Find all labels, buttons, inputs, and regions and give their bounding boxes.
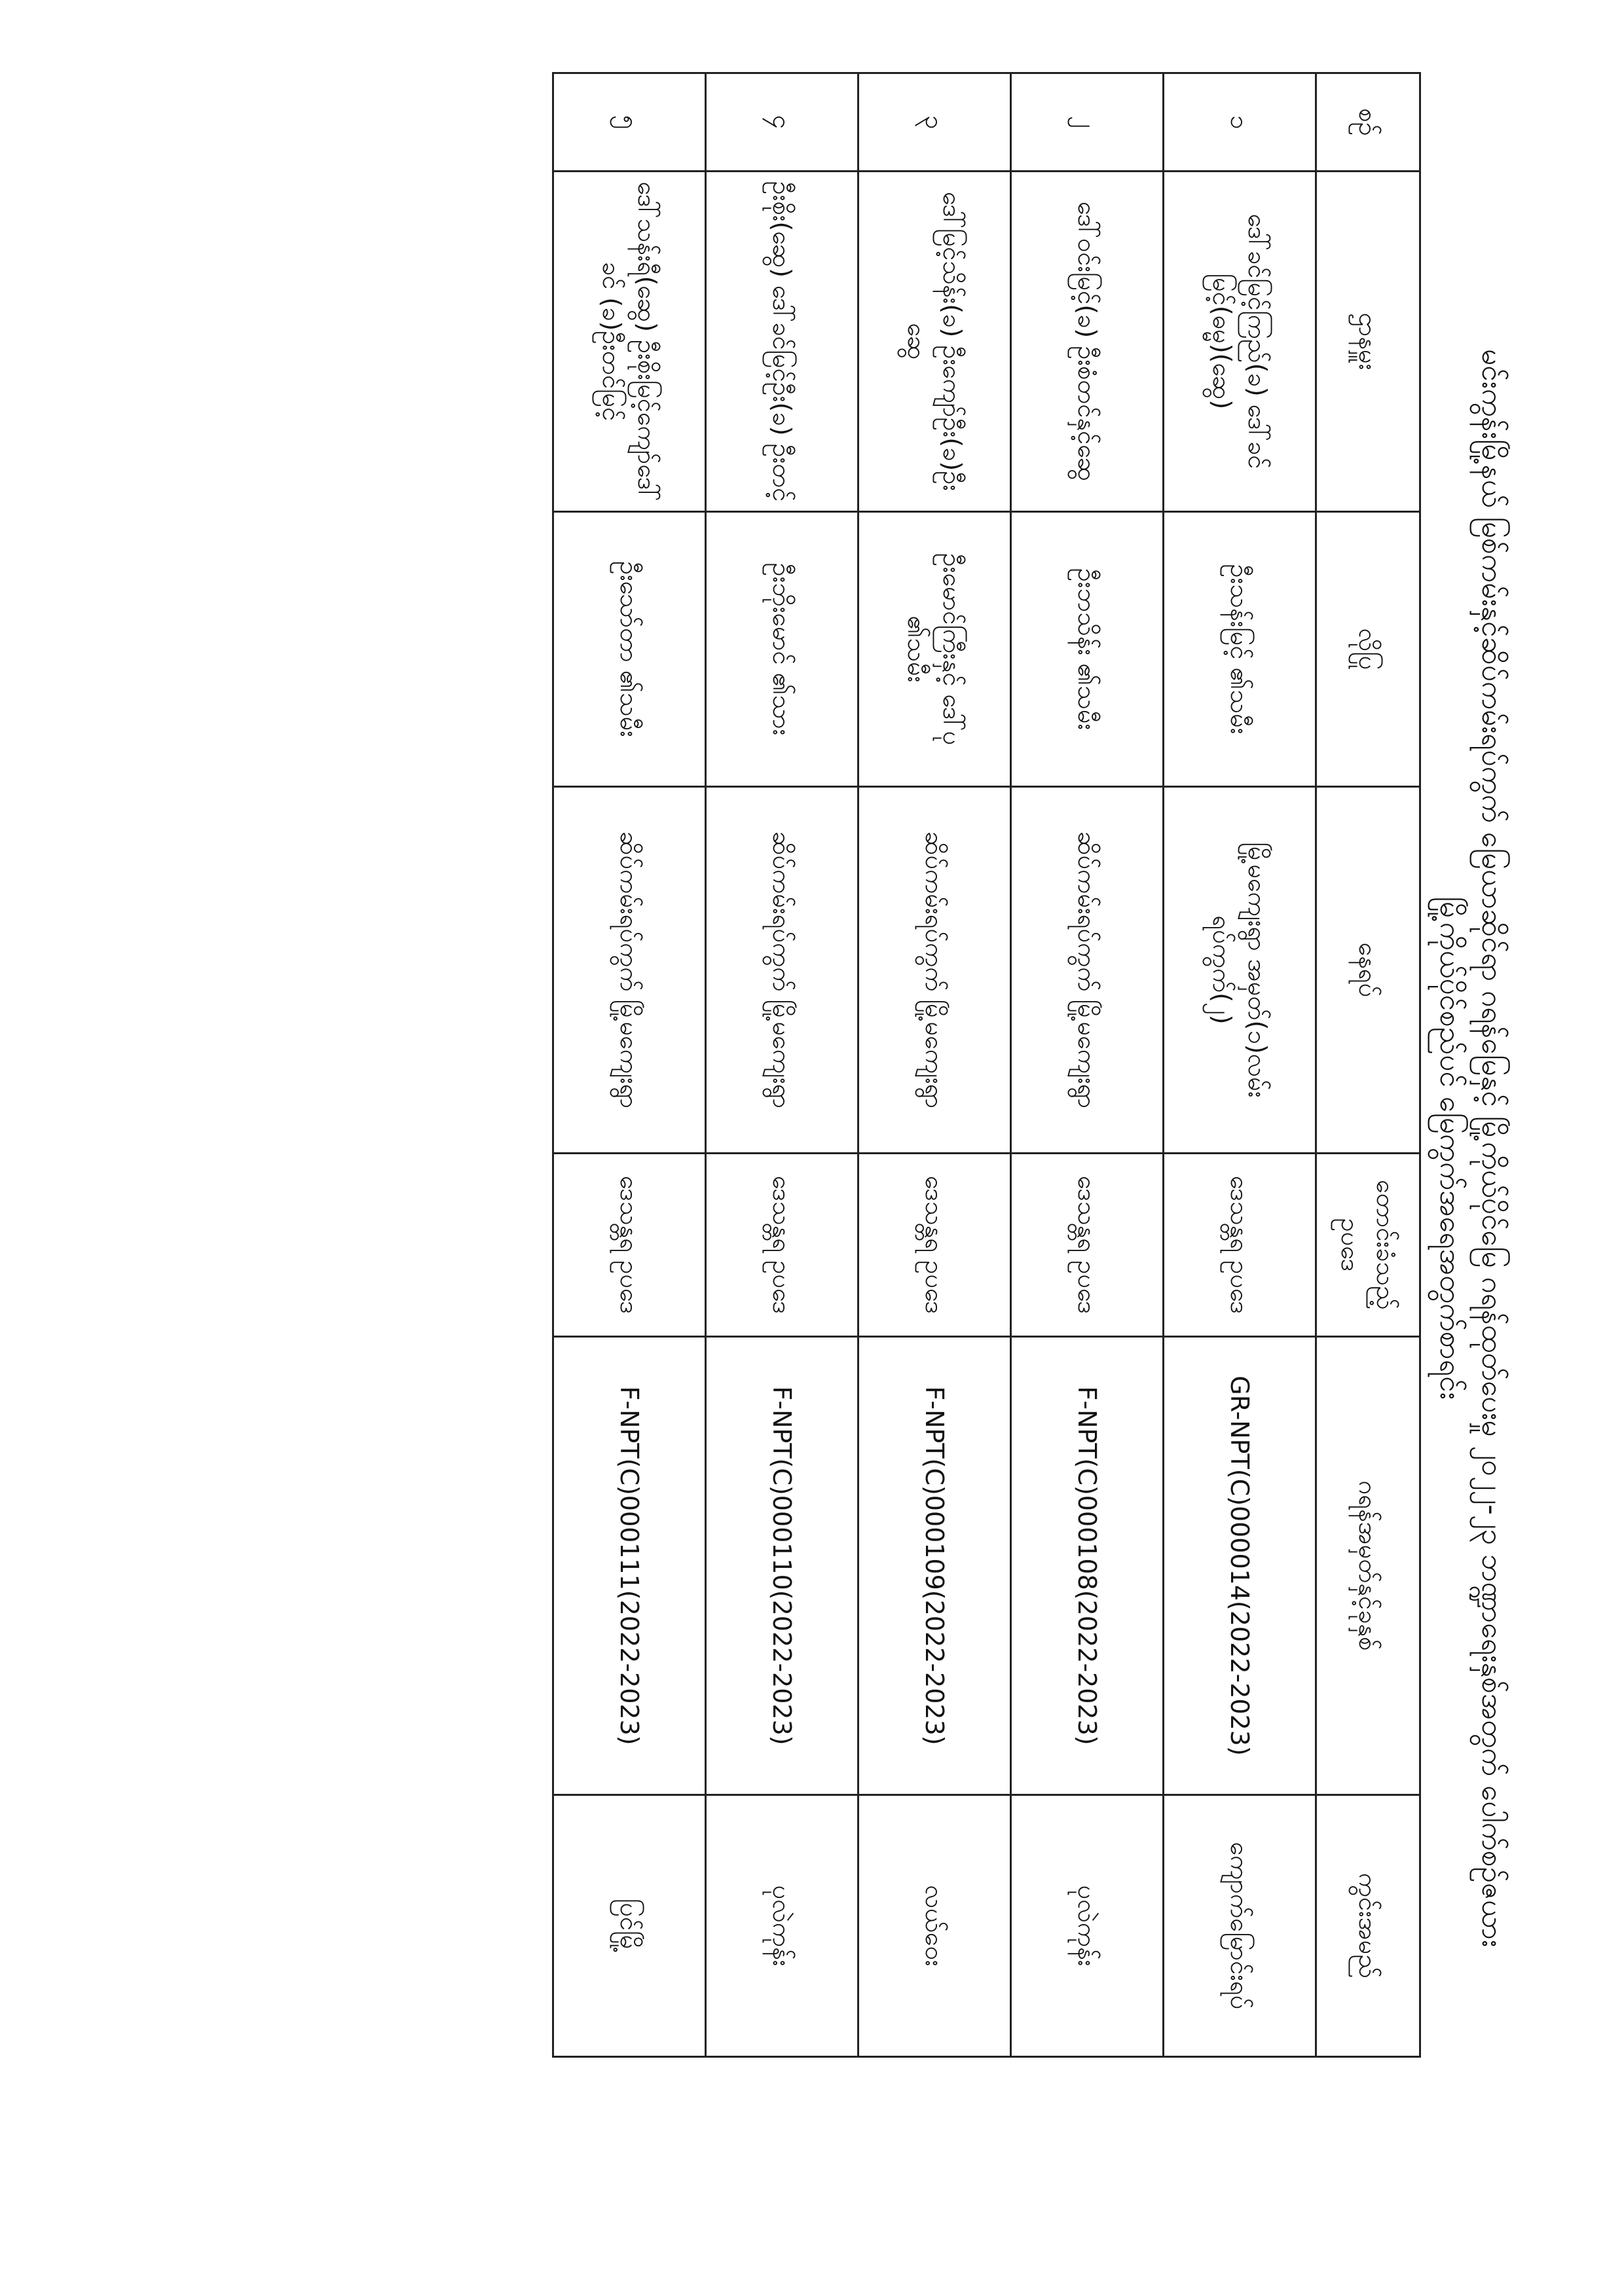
cell-address: မြို့မကျေးရွာ အမှတ်(၁)လမ်း ရပ်ကွက်(၂) xyxy=(1164,787,1316,1154)
cell-no: ၃ xyxy=(858,73,1011,172)
cell-law: ဒေသန္တရ ဥပဒေ xyxy=(1011,1154,1164,1337)
cell-law: ဒေသန္တရ ဥပဒေ xyxy=(553,1154,706,1337)
cell-name: ဒေါ်မြင့်သိန်း(ခ) ဦးကျော်ဦး(ခ)ဦးဆွေ xyxy=(858,172,1011,512)
table-row xyxy=(1164,73,1316,2057)
cell-law: ဒေသန္တရ ဥပဒေ xyxy=(1164,1154,1316,1337)
table-row xyxy=(553,73,706,2057)
cell-relation: ဦးသော်တာ ၏သမီး xyxy=(553,512,706,787)
document-title xyxy=(1429,0,1513,2296)
cell-law: ဒေသန္တရ ဥပဒေ xyxy=(706,1154,858,1337)
header-relation: လိုပြု xyxy=(1316,512,1420,787)
table-row xyxy=(1011,73,1164,2057)
cell-field: လယ်ဝေး xyxy=(858,1795,1011,2057)
header-field: ကွင်းအမည် xyxy=(1316,1795,1420,2057)
header-name: ဌာနမှူး xyxy=(1316,172,1420,512)
cell-grant: GR-NPT(C)000014(2022-2023) xyxy=(1164,1337,1316,1795)
cell-field: ပုလဲကုန်း xyxy=(1011,1795,1164,2057)
header-address: နေရပ် xyxy=(1316,787,1420,1154)
cell-law: ဒေသန္တရ ဥပဒေ xyxy=(858,1154,1011,1337)
cell-grant: F-NPT(C)000110(2022-2023) xyxy=(706,1337,858,1795)
cell-relation: ဦးဘိုးမောင် ၏သား xyxy=(706,512,858,787)
title-line-2: မြို့ကိုယ်ပိုင်စည်ပင် မြေကွက်အရေအတွက်စာရင်း xyxy=(1433,896,1467,1400)
records-table xyxy=(552,72,1421,2058)
table-row xyxy=(858,73,1011,2057)
header-grant: ဂရန်အမှတ်နှင့်ခုနှစ် xyxy=(1316,1337,1420,1795)
cell-relation: ဦးသန်းမြင့် ၏သမီး xyxy=(1164,512,1316,787)
table-row xyxy=(706,73,858,2057)
cell-name: ဒေါ်သန်းရီ(ဆွေ) ဦးစိုးမြင့်ကျော်ဒေါ်ခင် (ခ)ဦးတင်မြင့် xyxy=(553,172,706,512)
cell-address: ဆိပ်ကမ်းရပ်ကွက် မြို့မကျေးရွာ xyxy=(553,787,706,1154)
cell-grant: F-NPT(C)000108(2022-2023) xyxy=(1011,1337,1164,1795)
cell-name: ဒေါ်ဝင်းမြင့်(ခ) ဦးစံတင်နှင့်ဆွေ xyxy=(1011,172,1164,512)
cell-address: ဆိပ်ကမ်းရပ်ကွက် မြို့မကျေးရွာ xyxy=(1011,787,1164,1154)
cell-no: ၂ xyxy=(1011,73,1164,172)
cell-relation: ဦးမောင်ကြီးနှင့် ဒေါ်ပု ၏သမီး xyxy=(858,512,1011,787)
cell-no: ၅ xyxy=(553,73,706,172)
cell-address: ဆိပ်ကမ်းရပ်ကွက် မြို့မကျေးရွာ xyxy=(706,787,858,1154)
cell-name: ဒေါ်ခင်မြင့်ကြည်(ခ) ဒေါ်ခင်မြင့်(ဓမ္မ)(ဆွေ) xyxy=(1164,172,1316,512)
title-line-1: မင်းကွန်းမြို့နယ် မြစ်ကမ်းနှင့်ဆိပ်ကမ်းရပ်ကွက် မြေယာဆိုင်ရာ ဂရန်မြေနှင့် မြို့ကိုယ်ပိုင်မြေ ဂရန်ထုတ်ပေးမှု ၂၀၂၂-၂၃ ဘဏ္ဍာရေးနှစ်အတွက် ပေါက်စဉ်ဇယား xyxy=(1475,349,1509,1947)
cell-grant: F-NPT(C)000109(2022-2023) xyxy=(858,1337,1011,1795)
cell-field: ကျောက်မြောင်းရပ် xyxy=(1164,1795,1316,2057)
cell-grant: F-NPT(C)000111(2022-2023) xyxy=(553,1337,706,1795)
cell-field: ပြင်မြို့ xyxy=(553,1795,706,2057)
header-no: စဉ် xyxy=(1316,73,1420,172)
cell-field: ပုလဲကုန်း xyxy=(706,1795,858,2057)
cell-no: ၁ xyxy=(1164,73,1316,172)
cell-no: ၄ xyxy=(706,73,858,172)
cell-name: ဦးစိုး(ဆွေ) ဒေါ်ခင်မြင့်ဦး(ခ) ဦးတင့် xyxy=(706,172,858,512)
header-row xyxy=(1316,73,1420,2057)
header-law: တောင်းခံသည့် ဥပဒေ xyxy=(1316,1154,1420,1337)
cell-address: ဆိပ်ကမ်းရပ်ကွက် မြို့မကျေးရွာ xyxy=(858,787,1011,1154)
cell-relation: ဦးဘသိန်း ၏သမီး xyxy=(1011,512,1164,787)
